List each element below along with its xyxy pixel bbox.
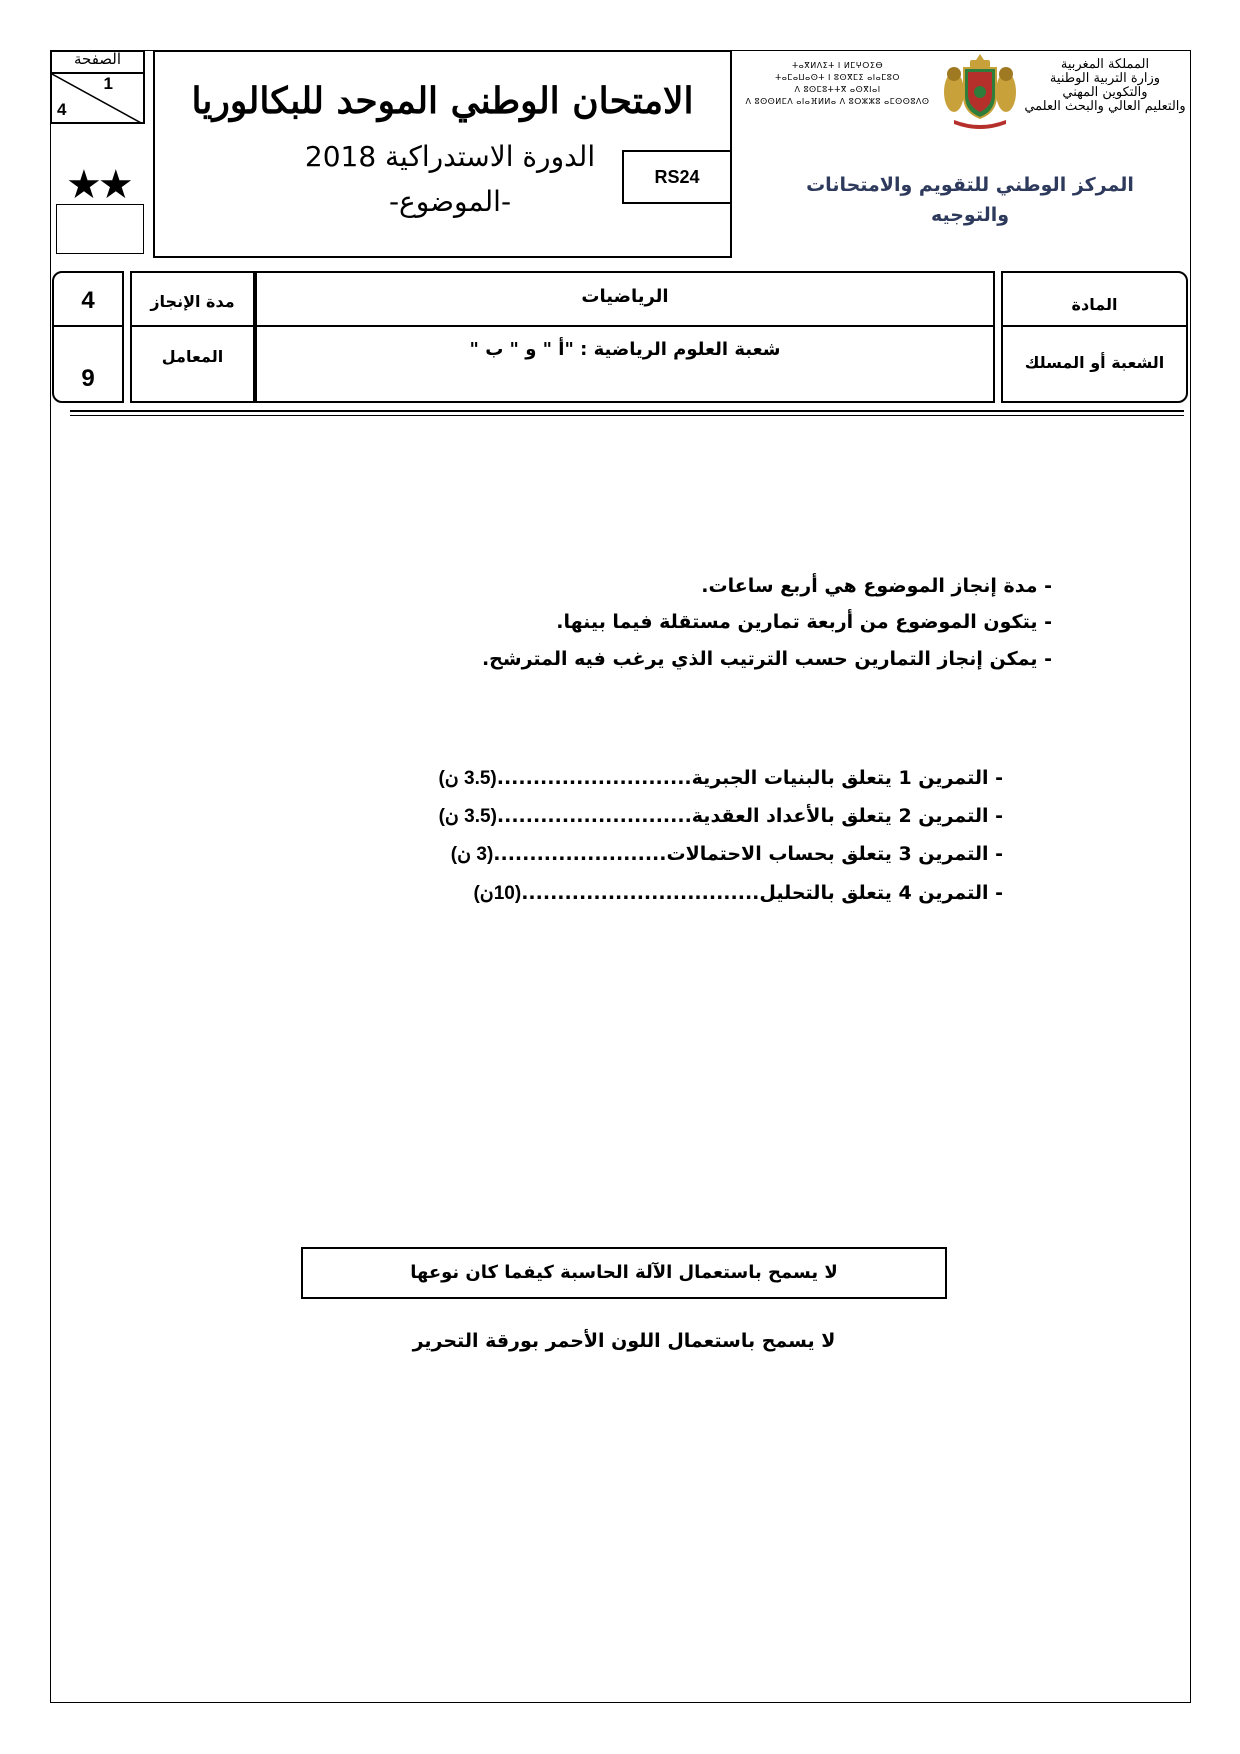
calculator-warning: لا يسمح باستعمال الآلة الحاسبة كيفما كان نوعها — [301, 1247, 947, 1299]
exam-session: الدورة الاستدراكية 2018 — [304, 140, 596, 173]
exam-code: RS24 — [622, 150, 732, 204]
ministry-line: المملكة المغربية — [1060, 57, 1150, 72]
subject-label: المادة — [1071, 295, 1118, 314]
ministry-name — [1010, 58, 1200, 114]
exercise-score: (3.5 ن) — [438, 768, 497, 789]
exercise-score: (10ن) — [473, 883, 522, 904]
page-counter-box — [50, 50, 145, 124]
duration-label: مدة الإنجاز — [150, 292, 235, 311]
exercise-score: (3.5 ن) — [438, 806, 497, 827]
page-label: الصفحة — [73, 50, 122, 68]
exercise-text: - التمرين 1 يتعلق بالبنيات الجبرية........................... — [496, 767, 1003, 789]
coefficient-label: المعامل — [161, 347, 224, 366]
exercise-line — [451, 843, 1003, 866]
exercise-text: - التمرين 2 يتعلق بالأعداد العقدية........................... — [496, 805, 1003, 827]
header-rule — [70, 410, 1184, 412]
subject-divider — [255, 325, 995, 327]
track-value: شعبة العلوم الرياضية : "أ " و " ب " — [469, 339, 781, 360]
subject-value: الرياضيات — [581, 286, 669, 307]
header-rule-thin — [70, 415, 1184, 416]
exercise-text: - التمرين 3 يتعلق بحساب الاحتمالات........................ — [493, 843, 1003, 865]
tifinagh-line: ⵜⴰⴳⵍⴷⵉⵜ ⵏ ⵍⵎⵖⵔⵉⴱ — [791, 61, 884, 70]
evaluation-center-name — [780, 170, 1160, 230]
labels-cell — [130, 271, 255, 403]
labels-divider — [130, 325, 255, 327]
exercise-line — [473, 882, 1003, 905]
exercise-line — [438, 767, 1003, 790]
center-line: المركز الوطني للتقويم والامتحانات — [806, 174, 1134, 196]
royal-emblem-icon — [940, 50, 1020, 130]
duration-value-cell — [52, 271, 124, 327]
subject-caption: -الموضوع- — [388, 185, 512, 218]
ministry-line: والتكوين المهني — [1062, 85, 1148, 100]
duration-value: 4 — [81, 287, 95, 314]
tifinagh-line: ⴷ ⵓⵙⵎⵓⵜⵜⴳ ⴰⵙⴳⵏⴰⵏ — [794, 85, 881, 94]
coefficient-value: 9 — [81, 365, 95, 392]
instruction-line: - يتكون الموضوع من أربعة تمارين مستقلة فيما بينها. — [556, 611, 1052, 633]
page-counter-inner — [52, 72, 143, 122]
tifinagh-line: ⴷ ⵓⵙⵙⵍⵎⴷ ⴰⵏⴰⴼⵍⵍⴰ ⴷ ⵓⵔⵣⵣⵓ ⴰⵎⵙⵙⵓⴷⵙ — [745, 97, 930, 106]
candidate-code-box — [56, 204, 144, 254]
ministry-line: والتعليم العالي والبحث العلمي — [1024, 99, 1186, 114]
exercise-score: (3 ن) — [450, 844, 494, 865]
coefficient-value-cell — [52, 325, 124, 403]
tifinagh-ministry-text — [735, 60, 940, 108]
exam-title: الامتحان الوطني الموحد للبكالوريا — [191, 80, 694, 122]
difficulty-stars: ★★ — [66, 162, 130, 208]
ministry-line: وزارة التربية الوطنية — [1049, 71, 1161, 86]
track-label: الشعبة أو المسلك — [1024, 353, 1165, 372]
instruction-line: - يمكن إنجاز التمارين حسب الترتيب الذي يرغب فيه المترشح. — [481, 648, 1052, 670]
red-ink-warning: لا يسمح باستعمال اللون الأحمر بورقة التحرير — [412, 1330, 836, 1352]
page-total: 4 — [57, 100, 67, 119]
exercise-line — [439, 805, 1003, 828]
tifinagh-line: ⵜⴰⵎⴰⵡⴰⵙⵜ ⵏ ⵓⵙⴳⵎⵉ ⴰⵏⴰⵎⵓⵔ — [775, 73, 900, 82]
center-line: والتوجيه — [930, 204, 1010, 226]
instruction-line: - مدة إنجاز الموضوع هي أربع ساعات. — [701, 575, 1052, 597]
exercise-text: - التمرين 4 يتعلق بالتحليل................................. — [521, 882, 1003, 904]
page-number: 1 — [103, 74, 113, 93]
